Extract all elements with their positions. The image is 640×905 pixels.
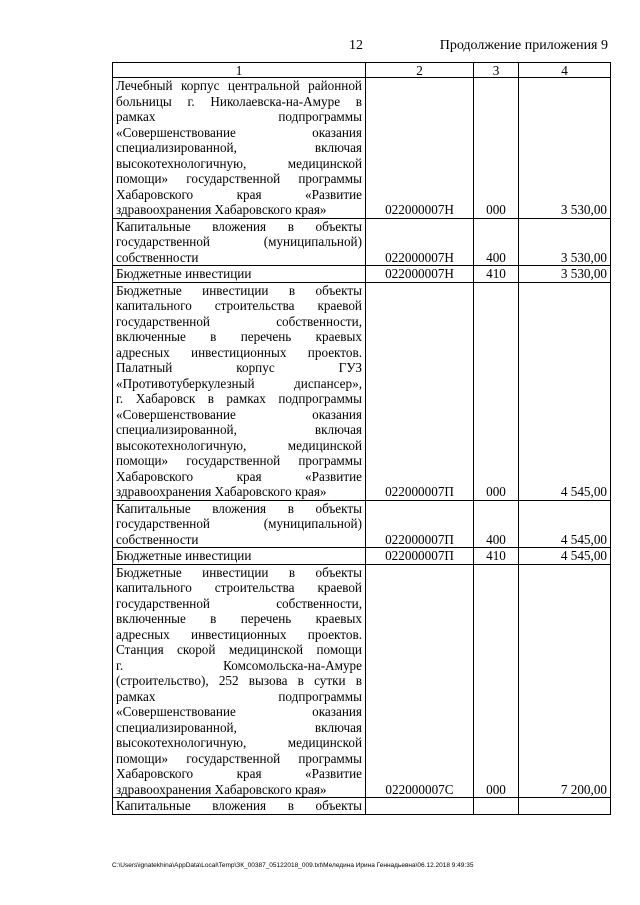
row-subcode: 000 (474, 78, 519, 219)
row-amount: 3 530,00 (519, 266, 611, 283)
row-code: 022000007П (366, 500, 474, 548)
table-row (113, 218, 611, 266)
row-description: Капитальные вложения в объекты (113, 798, 366, 815)
page-number: 12 (349, 38, 363, 53)
description-line: адресных инвестиционных проектов. (116, 626, 362, 642)
description-line: Капитальные вложения в объекты (116, 218, 362, 234)
continuation-label: Продолжение приложения 9 (439, 38, 608, 53)
table-row (113, 500, 611, 548)
table-row (113, 282, 611, 500)
description-line: Капитальные вложения в объекты (116, 500, 362, 516)
description-line: здравоохранения Хабаровского края» (116, 781, 327, 797)
description-line: государственной (муниципальной) (116, 516, 362, 531)
table-row (113, 78, 611, 219)
row-subcode: 400 (474, 500, 519, 548)
column-header-1: 1 (113, 63, 366, 78)
row-description (113, 282, 366, 500)
row-subcode: 410 (474, 266, 519, 283)
description-line: государственной собственности, (116, 313, 362, 329)
table-row (113, 564, 611, 798)
row-description (113, 78, 366, 219)
description-line: высокотехнологичную, медицинской (116, 735, 362, 750)
description-line: Станция скорой медицинской помощи (116, 642, 362, 657)
table-row-partial (113, 798, 611, 815)
table-row (113, 266, 611, 283)
description-line: Бюджетные инвестиции (116, 548, 252, 563)
row-subcode: 000 (474, 282, 519, 500)
row-code: 022000007Н (366, 78, 474, 219)
column-header-2: 2 (366, 63, 474, 78)
description-line: включенные в перечень краевых (116, 611, 362, 626)
description-line: Хабаровского края «Развитие (116, 186, 362, 202)
description-line: специализированной, включая (116, 719, 362, 735)
description-line: здравоохранения Хабаровского края» (116, 202, 327, 217)
description-line: «Совершенствование оказания (116, 124, 362, 140)
description-line: г. Хабаровск в рамках подпрограммы (116, 391, 362, 406)
description-line: Бюджетные инвестиции в объекты (116, 282, 362, 298)
column-header-row (113, 63, 611, 78)
description-line: государственной (муниципальной) (116, 234, 362, 249)
description-line: высокотехнологичную, медицинской (116, 437, 362, 453)
description-line: Бюджетные инвестиции (116, 266, 252, 281)
description-line: «Совершенствование оказания (116, 406, 362, 422)
footer-file-path: C:\Users\ignatekhina\AppData\Local\Temp\ЗК_00387_05122018_009.txt\Меледина Ирина Геннадьевна\06.12.2018 9:49:35 (112, 862, 474, 869)
description-line: рамках подпрограммы (116, 109, 362, 124)
row-code: 022000007Н (366, 266, 474, 283)
row-amount: 3 530,00 (519, 78, 611, 219)
description-line: помощи» государственной программы (116, 750, 362, 766)
table-row (113, 548, 611, 565)
description-line: высокотехнологичную, медицинской (116, 155, 362, 171)
row-description (113, 218, 366, 266)
description-line: г. Комсомольска-на-Амуре (116, 657, 362, 673)
row-code: 022000007Н (366, 218, 474, 266)
description-line: включенные в перечень краевых (116, 329, 362, 344)
description-line: Хабаровского края «Развитие (116, 766, 362, 781)
row-description (113, 548, 366, 565)
description-line: Палатный корпус ГУЗ (116, 360, 362, 375)
description-line: Бюджетные инвестиции в объекты (116, 564, 362, 580)
row-amount: 3 530,00 (519, 218, 611, 266)
description-line: (строительство), 252 вызова в сутки в (116, 673, 362, 688)
description-line: адресных инвестиционных проектов. (116, 344, 362, 360)
row-amount: 4 545,00 (519, 500, 611, 548)
description-line: специализированной, включая (116, 140, 362, 155)
description-line: помощи» государственной программы (116, 171, 362, 186)
column-header-3: 3 (474, 63, 519, 78)
description-line: Лечебный корпус центральной районной (116, 78, 362, 93)
description-line: специализированной, включая (116, 422, 362, 437)
row-description (113, 266, 366, 283)
description-line: здравоохранения Хабаровского края» (116, 484, 327, 499)
description-line: больницы г. Николаевска-на-Амуре в (116, 93, 362, 109)
row-code: 022000007П (366, 282, 474, 500)
description-line: собственности (116, 531, 199, 547)
description-line: капитального строительства краевой (116, 580, 362, 595)
row-subcode (474, 798, 519, 815)
description-line: государственной собственности, (116, 595, 362, 611)
description-line: «Противотуберкулезный диспансер», (116, 375, 362, 391)
description-line: рамках подпрограммы (116, 688, 362, 704)
row-code (366, 798, 474, 815)
row-code: 022000007С (366, 564, 474, 798)
description-line: помощи» государственной программы (116, 453, 362, 468)
row-subcode: 400 (474, 218, 519, 266)
table-body (113, 78, 611, 798)
column-header-4: 4 (519, 63, 611, 78)
row-amount: 4 545,00 (519, 548, 611, 565)
description-line: Хабаровского края «Развитие (116, 468, 362, 484)
budget-table (112, 62, 611, 815)
row-amount: 4 545,00 (519, 282, 611, 500)
row-description (113, 500, 366, 548)
description-line: собственности (116, 249, 199, 265)
row-subcode: 000 (474, 564, 519, 798)
description-line: капитального строительства краевой (116, 298, 362, 313)
row-amount: 7 200,00 (519, 564, 611, 798)
description-line: «Совершенствование оказания (116, 704, 362, 719)
row-code: 022000007П (366, 548, 474, 565)
row-description (113, 564, 366, 798)
row-amount (519, 798, 611, 815)
row-subcode: 410 (474, 548, 519, 565)
